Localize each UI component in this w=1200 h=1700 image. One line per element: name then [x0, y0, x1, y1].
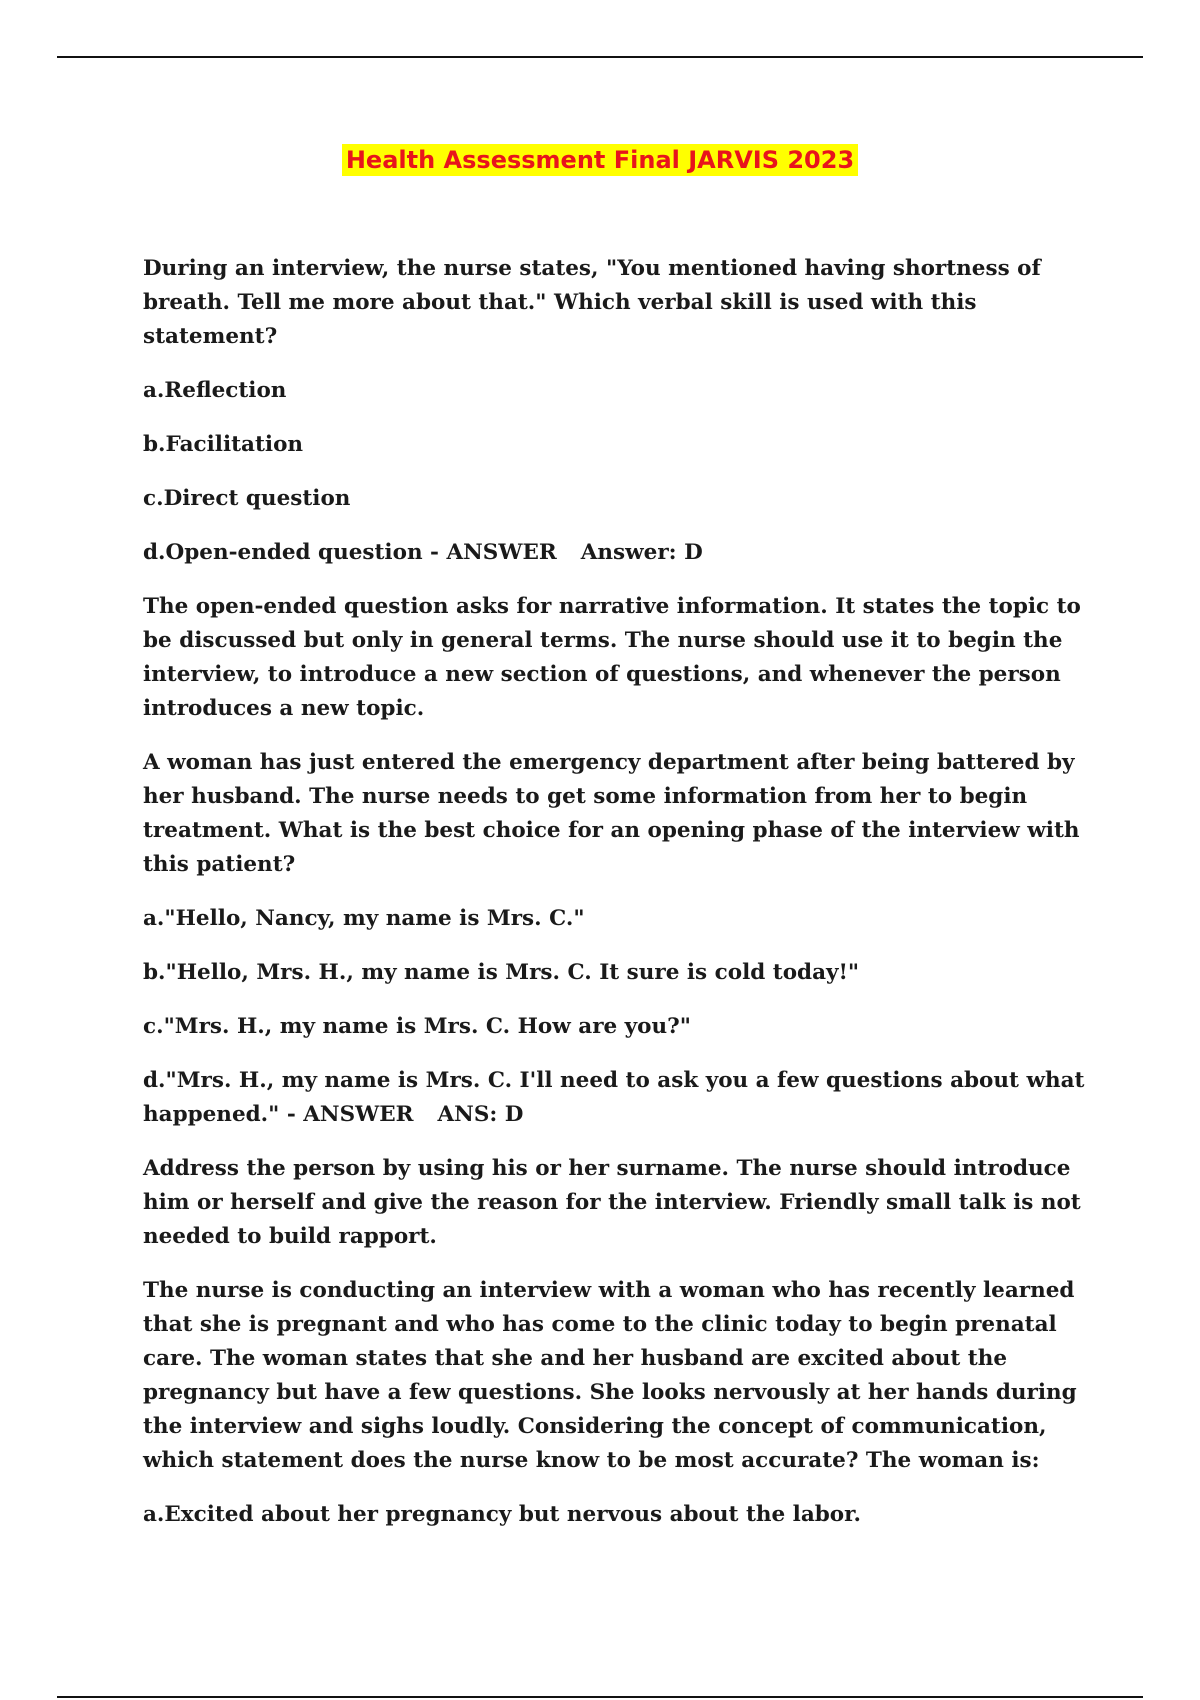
document-body — [143, 252, 1093, 1552]
question-1-option-c: c.Direct question — [143, 486, 351, 511]
question-1-option-d — [143, 536, 1093, 570]
question-1-option-b: b.Facilitation — [143, 432, 304, 457]
question-2-option-d-text: d."Mrs. H., my name is Mrs. C. I'll need to ask you a few questions about what happened." - ANSWER — [143, 1068, 1085, 1127]
question-2-option-a: a."Hello, Nancy, my name is Mrs. C." — [143, 906, 585, 931]
question-2-answer: ANS: D — [437, 1102, 524, 1127]
document-title: Health Assessment Final JARVIS 2023 — [342, 144, 858, 176]
title-wrap — [0, 144, 1200, 176]
question-1-option-a: a.Reflection — [143, 378, 287, 403]
question-3-stem: The nurse is conducting an interview with a woman who has recently learned that she is pregnant and who has come to the clinic today to begin prenatal care. The woman states that she and her husband are excited about the pregnancy but have a few questions. She looks nervously at her hands during the interview and sighs loudly. Considering the concept of communication, which statement does the nurse know to be most accurate? The woman is: — [143, 1278, 1077, 1473]
top-rule — [57, 56, 1143, 58]
question-2-option-d — [143, 1064, 1093, 1132]
question-1-rationale: The open-ended question asks for narrative information. It states the topic to be discussed but only in general terms. The nurse should use it to begin the interview, to introduce a new section of questions, and whenever the person introduces a new topic. — [143, 594, 1081, 721]
question-2-stem: A woman has just entered the emergency department after being battered by her husband. The nurse needs to get some information from her to begin treatment. What is the best choice for an opening phase of the interview with this patient? — [143, 750, 1080, 877]
question-1-answer: Answer: D — [580, 540, 703, 565]
question-3-option-a: a.Excited about her pregnancy but nervous about the labor. — [143, 1502, 861, 1527]
bottom-rule — [57, 1696, 1143, 1698]
question-2-option-c: c."Mrs. H., my name is Mrs. C. How are you?" — [143, 1014, 691, 1039]
question-2-rationale: Address the person by using his or her surname. The nurse should introduce him or herself and give the reason for the interview. Friendly small talk is not needed to build rapport. — [143, 1156, 1081, 1249]
question-1-option-d-text: d.Open-ended question - ANSWER — [143, 540, 557, 565]
question-1-stem: During an interview, the nurse states, "You mentioned having shortness of breath. Tell me more about that." Which verbal skill is used with this statement? — [143, 256, 1041, 349]
question-2-option-b: b."Hello, Mrs. H., my name is Mrs. C. It sure is cold today!" — [143, 960, 860, 985]
